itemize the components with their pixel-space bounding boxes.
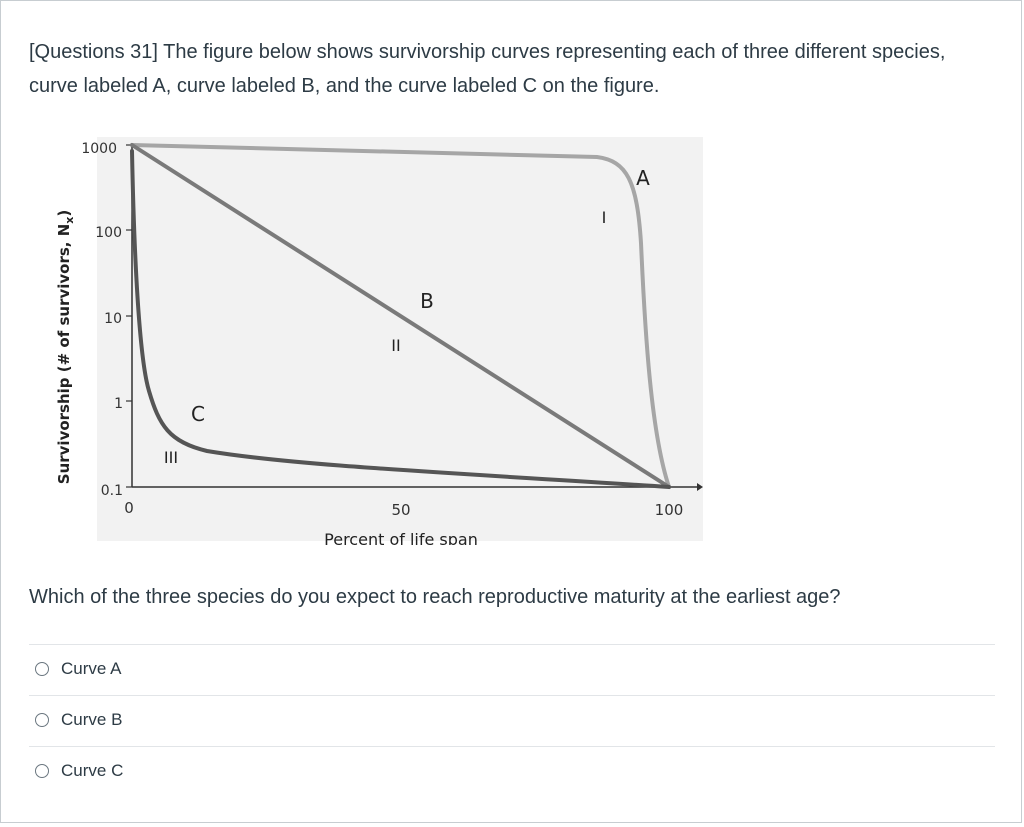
y-tick-label: 10	[104, 311, 122, 327]
divider	[29, 644, 995, 645]
y-tick-label: 1000	[81, 141, 117, 157]
answer-label: Curve A	[61, 659, 122, 678]
type-iii-label: III	[163, 448, 179, 467]
type-i-label: I	[601, 208, 607, 227]
radio-button[interactable]	[35, 662, 49, 676]
answer-option-a[interactable]	[35, 657, 121, 681]
type-ii-label: II	[391, 336, 401, 355]
survivorship-chart	[37, 133, 707, 545]
y-tick-label: 0.1	[100, 483, 123, 499]
y-tick-label: 100	[95, 225, 122, 241]
x-tick-label: 0	[124, 499, 134, 517]
y-axis-label: Survivorship (# of survivors, $N_x$)	[55, 209, 76, 485]
radio-button[interactable]	[35, 713, 49, 727]
divider	[29, 746, 995, 747]
answer-label: Curve B	[61, 710, 123, 729]
answer-label: Curve C	[61, 761, 124, 780]
x-axis-label: Percent of life span	[324, 530, 478, 545]
answer-option-b[interactable]	[35, 708, 122, 732]
x-tick-label: 50	[391, 501, 411, 519]
question-text: [Questions 31] The figure below shows survivorship curves representing each of three different species, curve labeled A, curve labeled B, and the curve labeled C on the figure.	[29, 41, 946, 97]
curve-b-label: B	[420, 289, 434, 313]
curve-c-label: C	[191, 402, 205, 426]
curve-a-label: A	[636, 166, 650, 190]
answer-option-c[interactable]	[35, 759, 123, 783]
divider	[29, 695, 995, 696]
y-tick-label: 1	[114, 396, 123, 412]
x-tick-label: 100	[654, 501, 684, 519]
radio-button[interactable]	[35, 764, 49, 778]
question-prompt: Which of the three species do you expect to reach reproductive maturity at the earliest age?	[29, 586, 841, 608]
survivorship-figure	[37, 133, 707, 545]
